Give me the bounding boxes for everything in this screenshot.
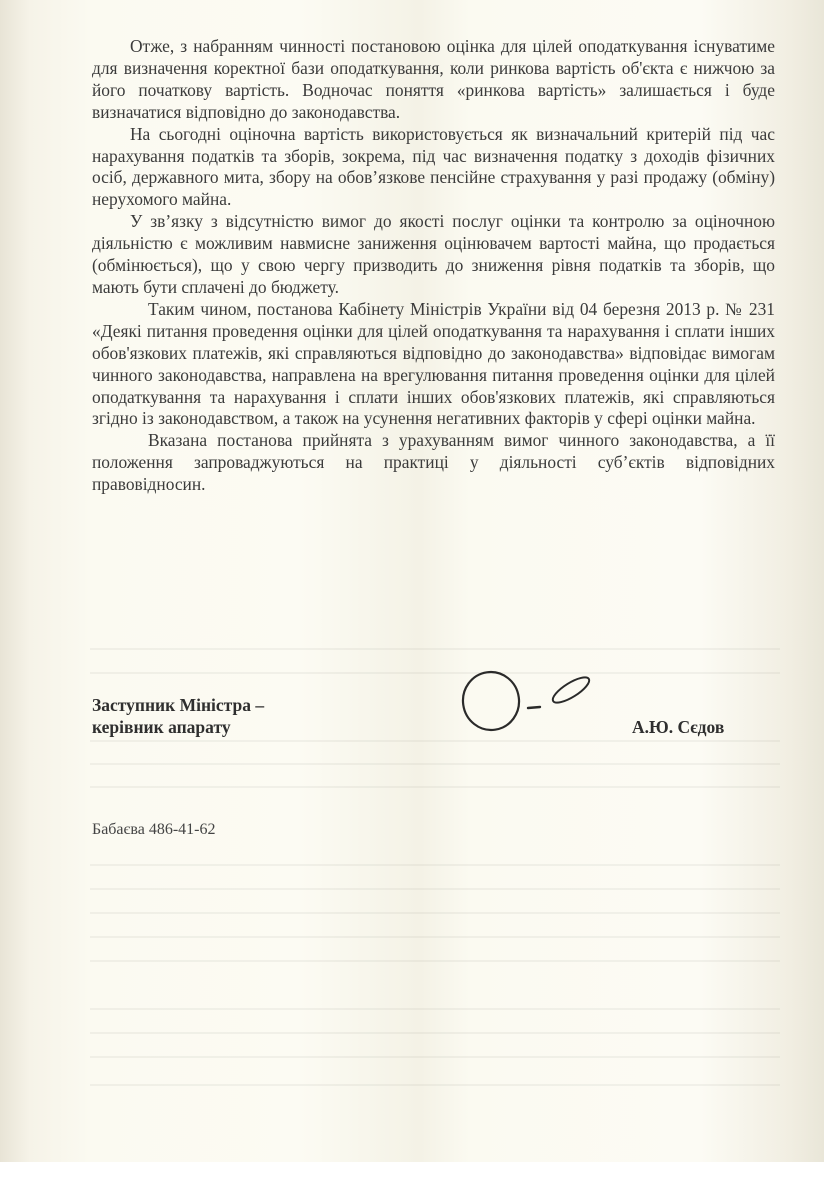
signer-title bbox=[92, 694, 264, 738]
bleed-through-line bbox=[90, 960, 780, 962]
bleed-through-line bbox=[90, 786, 780, 788]
signer-name: А.Ю. Сєдов bbox=[632, 717, 725, 737]
paragraph: Вказана постанова прийнята з урахуванням вимог чинного законодавства, а її положення запроваджуються на практиці у діяльності суб’єктів відповідних правовідносин. bbox=[92, 430, 775, 495]
bleed-through-line bbox=[90, 888, 780, 890]
signer-title-line2: керівник апарату bbox=[92, 717, 231, 737]
bleed-through-line bbox=[90, 1032, 780, 1034]
paragraph: На сьогодні оціночна вартість використовується як визначальний критерій під час нарахування податків та зборів, зокрема, під час визначення податку з доходів фізичних осіб, державного мита, збору на обов’язкове пенсійне страхування у разі продажу (обміну) нерухомого майна. bbox=[92, 123, 775, 210]
contact-line: Бабаєва 486-41-62 bbox=[92, 821, 216, 838]
paragraph: Таким чином, постанова Кабінету Міністрів України від 04 березня 2013 р. № 231 «Деякі питання проведення оцінки для цілей оподаткування та нарахування і сплати інших обов'язкових платежів, які справляються відповідно до законодавства» відповідає вимогам чинного законодавства, направлена на врегулювання питання проведення оцінки для цілей оподаткування та нарахування і сплати інших обов'язкових платежів, які справляються згідно із законодавством, а також на усунення негативних факторів у сфері оцінки майна. bbox=[92, 298, 775, 429]
bleed-through-line bbox=[90, 1084, 780, 1086]
bleed-through-line bbox=[90, 1008, 780, 1010]
bleed-through-line bbox=[90, 912, 780, 914]
bleed-through-line bbox=[90, 1056, 780, 1058]
bleed-through-line bbox=[90, 740, 780, 742]
bleed-through-line bbox=[90, 936, 780, 938]
bleed-through-line bbox=[90, 763, 780, 765]
letter-body bbox=[92, 36, 775, 496]
bleed-through-line bbox=[90, 648, 780, 650]
bleed-through-line bbox=[90, 864, 780, 866]
bleed-through-line bbox=[90, 672, 780, 674]
signer-title-line1: Заступник Міністра – bbox=[92, 695, 265, 715]
paragraph: Отже, з набранням чинності постановою оцінка для цілей оподаткування існуватиме для визначення коректної бази оподаткування, коли ринкова вартість об'єкта є нижчою за його початкову вартість. Водночас поняття «ринкова вартість» залишається і буде визначатися відповідно до законодавства. bbox=[92, 36, 775, 122]
paragraph: У зв’язку з відсутністю вимог до якості послуг оцінки та контролю за оціночною діяльністю є можливим навмисне заниження оцінювачем вартості майна, що продається (обмінюється), що у свою чергу призводить до зниження рівня податків та зборів, що мають бути сплачені до бюджету. bbox=[92, 211, 775, 297]
handwritten-signature bbox=[455, 650, 615, 740]
